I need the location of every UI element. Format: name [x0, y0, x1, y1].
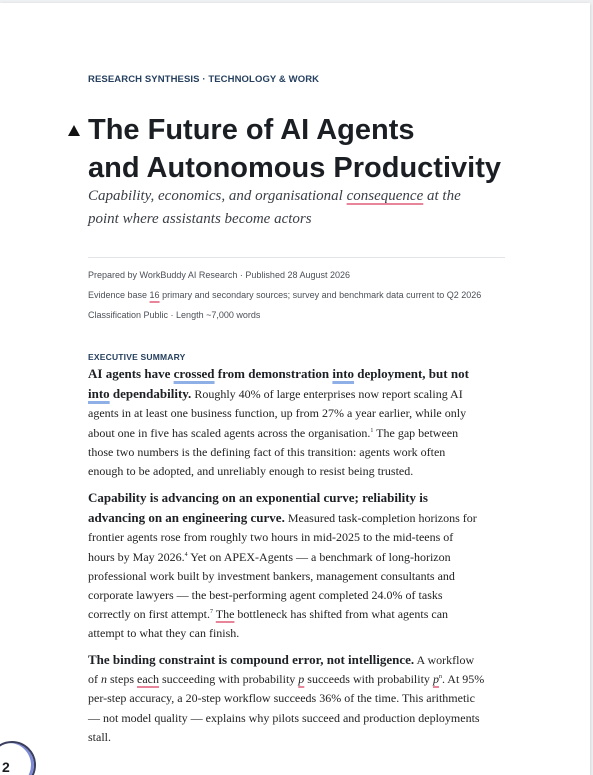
spellcheck-mark[interactable]: The	[215, 607, 235, 622]
spellcheck-mark[interactable]: p	[432, 672, 439, 687]
divider	[88, 257, 505, 258]
meta-evidence: Evidence base 16 primary and secondary sources; survey and benchmark data current to Q2 2026	[88, 290, 482, 300]
page-number-badge[interactable]	[0, 741, 36, 775]
spellcheck-mark[interactable]: p	[298, 672, 305, 687]
footnote-ref[interactable]: 1	[370, 427, 374, 434]
meta-classification: Classification Public · Length ~7,000 words	[88, 310, 261, 320]
page-title	[88, 111, 528, 187]
footnote-ref[interactable]: 7	[209, 609, 213, 616]
grammar-mark[interactable]: crossed	[173, 366, 215, 381]
footnote-ref[interactable]: 4	[184, 551, 188, 558]
meta-attribution: Prepared by WorkBuddy AI Research · Published 28 August 2026	[88, 270, 351, 280]
section-heading-executive-summary: EXECUTIVE SUMMARY	[88, 352, 186, 362]
title-line-2: and Autonomous Productivity	[88, 152, 501, 184]
title-line-1: The Future of AI Agents	[88, 114, 415, 146]
summary-paragraph-1: AI agents have crossed from demonstration into deployment, but not into dependability. Roughly 40% of large enterprises now report scaling AI agents in at least one business function, up from 27% a year earlier, while only about one in five has scaled agents across the organisation.$^1$ The gap between those two numbers is the defining fact of this transition: agents work often enough to be adopted, and unreliably enough to resist being trusted.	[88, 366, 469, 479]
grammar-mark[interactable]: into	[332, 366, 355, 381]
summary-paragraph-3: The binding constraint is compound error, not intelligence. A workflow of n steps each succeeding with probability p succeeds with probability $p^n$. At 95% per-step accuracy, a 20-step workflow succeeds 36% of the time. This arithmetic — not model quality — explains why pilots succeed and production deployments stall.	[88, 652, 485, 744]
document-page	[0, 3, 590, 775]
subtitle-line-1: Capability, economics, and organisational consequence at the	[88, 188, 461, 204]
summary-paragraph-2: Capability is advancing on an exponential curve; reliability is advancing on an engineering curve. Measured task-completion horizons for frontier agents rose from roughly two hours in mid-2025 to the mid-teens of hours by May 2026.$^4$ Yet on APEX-Agents — a benchmark of long-horizon professional work built by investment bankers, management consultants and corporate lawyers — the best-performing agent completed 24.0% of tasks correctly on first attempt.$^7$ The bottleneck has shifted from what agents can attempt to what they can finish.	[88, 490, 477, 641]
collapse-triangle-icon[interactable]	[68, 125, 80, 136]
subtitle-line-2: point where assistants become actors	[88, 211, 312, 227]
spellcheck-mark[interactable]: consequence	[346, 188, 424, 204]
grammar-mark[interactable]: into	[88, 386, 110, 402]
section-kicker: RESEARCH SYNTHESIS · TECHNOLOGY & WORK	[88, 74, 320, 85]
spellcheck-mark[interactable]: each	[137, 672, 159, 687]
page-subtitle	[88, 185, 508, 231]
page-number: 2	[2, 759, 10, 775]
spellcheck-mark[interactable]: 16	[149, 290, 160, 300]
